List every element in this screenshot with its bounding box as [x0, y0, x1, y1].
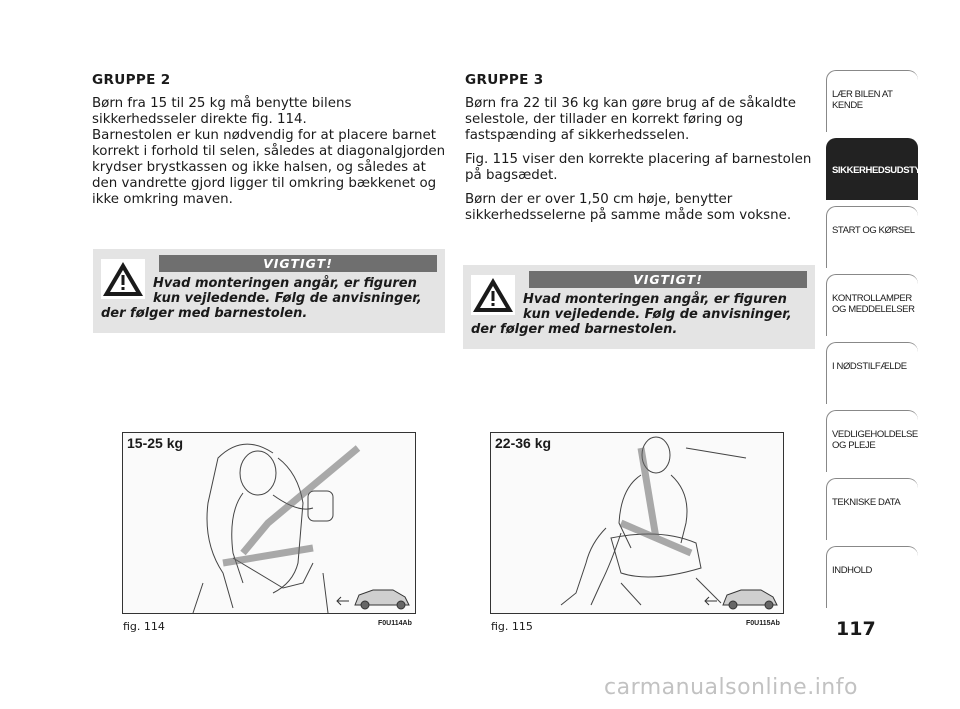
- paragraph: Fig. 115 viser den korrekte placering af barnestolen på bagsædet.: [465, 152, 812, 183]
- nav-tab-label: START OG KØRSEL: [832, 225, 915, 236]
- warning-triangle-icon: [101, 259, 145, 299]
- warning-box: [93, 249, 445, 333]
- car-icon: [355, 590, 409, 609]
- car-icon: [723, 590, 777, 609]
- nav-tab-label: I NØDSTILFÆLDE: [832, 361, 907, 372]
- warning-title: VIGTIGT!: [159, 255, 437, 272]
- booster-seat-illustration: [491, 433, 783, 613]
- section-heading: GRUPPE 3: [465, 72, 544, 88]
- arrow-left-icon: [705, 597, 717, 605]
- watermark: carmanualsonline.info: [604, 675, 858, 700]
- nav-tab-label: SIKKERHEDSUDSTYR: [832, 165, 927, 176]
- warning-text: Hvad monteringen angår, er figuren kun vejledende. Følg de anvisninger, der følger med barnestolen.: [101, 276, 422, 321]
- figure-caption: fig. 114: [123, 620, 165, 633]
- weight-label: 15-25 kg: [127, 435, 184, 451]
- page-number: 117: [836, 618, 876, 640]
- nav-tab-vedligeholdelse[interactable]: [826, 410, 918, 472]
- right-column: [465, 72, 825, 232]
- child-seat-illustration: [123, 433, 415, 613]
- nav-tab-i-nodstilfaelde[interactable]: [826, 342, 918, 404]
- nav-tab-sikkerhedsudstyr[interactable]: [826, 138, 927, 200]
- warning-title: VIGTIGT!: [529, 271, 807, 288]
- nav-tab-label: LÆR BILEN AT KENDE: [832, 89, 893, 111]
- figure-caption: fig. 115: [491, 620, 533, 633]
- arrow-left-icon: [337, 597, 349, 605]
- nav-tab-start-og-korsel[interactable]: [826, 206, 918, 268]
- nav-tab-kontrollamper[interactable]: [826, 274, 918, 336]
- weight-label: 22-36 kg: [495, 435, 552, 451]
- left-column: [92, 72, 452, 216]
- nav-tab-label: TEKNISKE DATA: [832, 497, 901, 508]
- nav-tab-tekniske-data[interactable]: [826, 478, 918, 540]
- paragraph: Børn der er over 1,50 cm høje, benytter sikkerhedsselerne på samme måde som voksne.: [465, 192, 792, 223]
- nav-tab-laer-bilen-at-kende[interactable]: [826, 70, 918, 132]
- paragraph: Børn fra 15 til 25 kg må benytte bilens sikkerhedsseler direkte fig. 114. Barnestolen er kun nødvendig for at placere barnet korrekt i forhold til selen, således at diagonalgjorden krydser brystkassen og ikke halsen, og således at den vandrette gjord ligger til omkring bækkenet og ikke omkring maven.: [92, 96, 446, 207]
- paragraph: Børn fra 22 til 36 kg kan gøre brug af de såkaldte selestole, der tillader en korrekt føring og fastspænding af sikkerhedsselen.: [465, 96, 797, 143]
- nav-tab-label: KONTROLLAMPER OG MEDDELELSER: [832, 293, 915, 315]
- nav-tab-label: VEDLIGEHOLDELSE OG PLEJE: [832, 429, 918, 451]
- figure-code: F0U114Ab: [378, 620, 412, 627]
- figure-code: F0U115Ab: [746, 620, 780, 627]
- warning-box: [463, 265, 815, 349]
- nav-tab-label: INDHOLD: [832, 565, 872, 576]
- warning-triangle-icon: [471, 275, 515, 315]
- figure-115: [490, 432, 784, 614]
- nav-tab-indhold[interactable]: [826, 546, 918, 608]
- chapter-nav: [826, 70, 927, 614]
- figure-114: [122, 432, 416, 614]
- warning-text: Hvad monteringen angår, er figuren kun vejledende. Følg de anvisninger, der følger med barnestolen.: [471, 292, 792, 337]
- section-heading: GRUPPE 2: [92, 72, 171, 88]
